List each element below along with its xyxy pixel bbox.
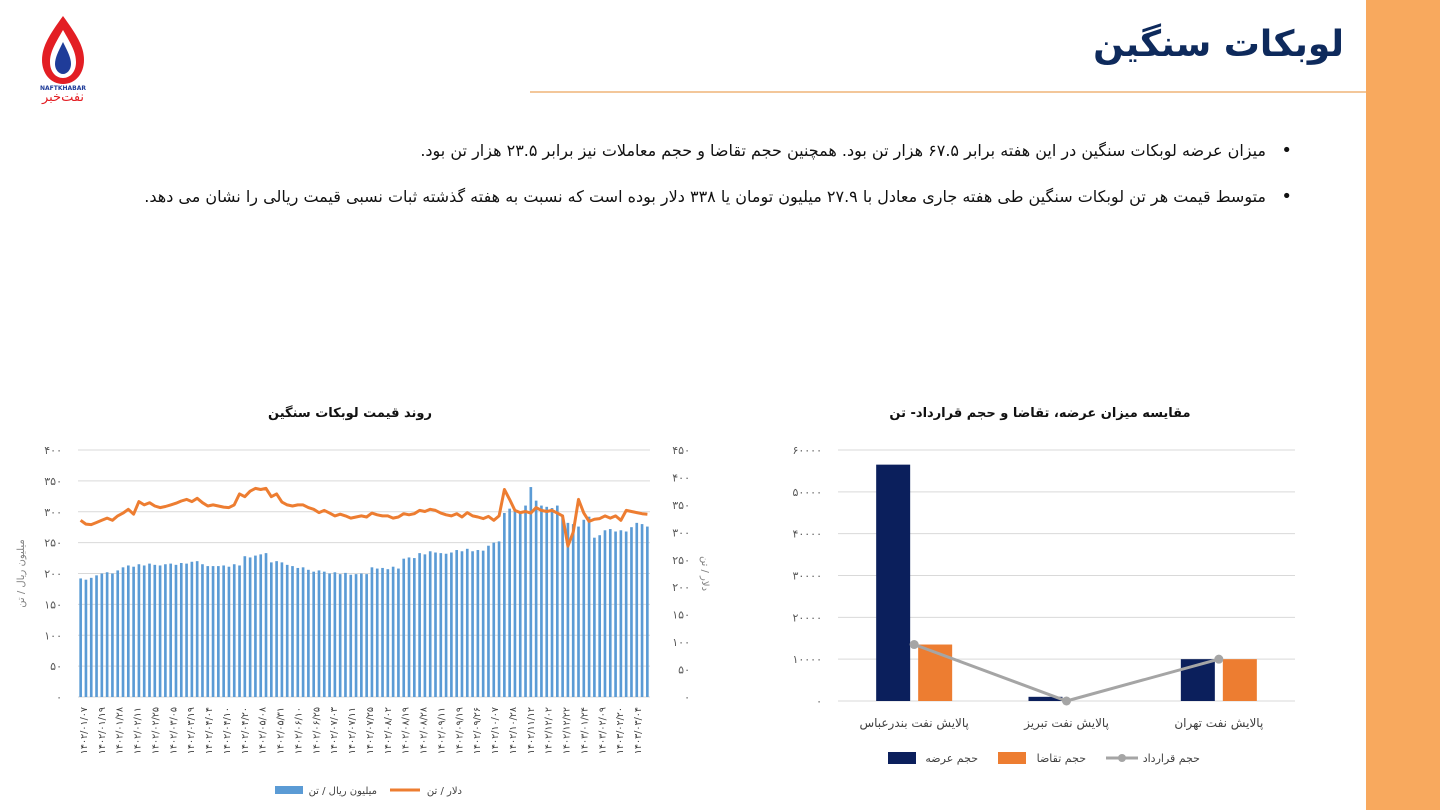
price-bar: [349, 575, 352, 697]
bullet-list: [132, 128, 1292, 220]
price-bar: [328, 574, 331, 698]
price-bar: [238, 565, 241, 697]
price-y2-tick: ۴۵۰: [672, 444, 690, 457]
price-x-tick: ۱۴۰۲/۰۱/۲۸: [114, 707, 126, 755]
accent-side-bar: [1366, 0, 1440, 810]
legend-contract-label: حجم قرارداد: [1142, 752, 1200, 765]
price-bar: [196, 561, 199, 697]
price-x-tick: ۱۴۰۳/۰۲/۲۰: [615, 707, 627, 755]
price-bar: [323, 572, 326, 697]
price-x-tick: ۱۴۰۲/۰۵/۳۱: [275, 707, 287, 755]
logo-text: نفت‌خبر: [41, 90, 85, 105]
volume-y-tick: ۵۰۰۰۰: [792, 485, 822, 499]
price-bar: [228, 567, 231, 697]
price-bar: [514, 511, 517, 697]
price-y2-tick: ۱۵۰: [672, 608, 690, 622]
price-bar: [143, 565, 146, 697]
price-y-tick: ۴۰۰: [44, 444, 62, 457]
price-y2-tick: ۵۰: [678, 663, 690, 677]
price-bar: [556, 506, 559, 697]
naftkhabar-logo: [28, 12, 98, 105]
price-y2-axis-label: دلار / تن: [699, 555, 710, 592]
price-bar: [561, 515, 564, 697]
price-bar: [360, 574, 363, 698]
page-title: لوبکات سنگین: [1093, 24, 1344, 65]
price-bar: [439, 553, 442, 697]
price-bar: [572, 524, 575, 697]
price-bar: [275, 561, 278, 697]
legend-demand-swatch: [998, 752, 1026, 764]
price-bar: [588, 517, 591, 697]
bullet-price: • متوسط قیمت هر تن لوبکات سنگین طی هفته جاری معادل با ۲۷.۹ میلیون تومان یا ۳۳۸ دلار بوده است که نسبت به هفته گذشته ثبات نسبی قیمت ریالی را نشان می دهد.: [132, 174, 1292, 220]
price-x-tick: ۱۴۰۲/۰۹/۱۹: [454, 707, 466, 755]
contract-line: [914, 645, 1219, 702]
price-chart-title: روند قیمت لوبکات سنگین: [268, 406, 432, 421]
price-bar: [567, 523, 570, 697]
price-bar: [614, 532, 617, 697]
price-bar: [318, 570, 321, 697]
price-y2-tick: ۳۰۰: [672, 526, 690, 540]
price-bar: [450, 553, 453, 697]
price-x-tick: ۱۴۰۲/۰۴/۱۰: [221, 707, 233, 755]
price-bar: [445, 554, 448, 697]
volume-y-tick: ۲۰۰۰۰: [792, 611, 822, 625]
price-bar: [466, 549, 469, 697]
price-bar: [503, 513, 506, 697]
price-bar: [249, 557, 252, 697]
price-x-tick: ۱۴۰۲/۰۴/۲۰: [239, 707, 251, 755]
contract-point: [910, 640, 919, 649]
price-bar: [206, 566, 209, 697]
price-bar: [302, 567, 305, 697]
price-y-tick: ۳۵۰: [44, 474, 62, 488]
price-x-tick: ۱۴۰۲/۰۶/۲۵: [311, 707, 323, 755]
price-bar: [122, 567, 125, 697]
price-x-tick: ۱۴۰۲/۰۲/۲۵: [150, 707, 162, 755]
price-bar: [222, 565, 225, 697]
price-bar: [477, 550, 480, 697]
price-y-tick: ۰: [56, 691, 62, 704]
price-bar: [408, 557, 411, 697]
price-bar: [191, 562, 194, 697]
price-bar: [164, 564, 167, 697]
price-bar: [254, 556, 257, 697]
price-bar: [582, 520, 585, 697]
price-bar: [371, 567, 374, 697]
price-bar: [212, 566, 215, 697]
price-x-tick: ۱۴۰۳/۰۳/۰۴: [633, 707, 645, 755]
contract-point: [1214, 655, 1223, 664]
price-bar: [482, 551, 485, 697]
legend-contract-marker: [1118, 754, 1126, 762]
legend-rial-label: میلیون ریال / تن: [308, 786, 377, 797]
price-bar: [551, 508, 554, 697]
price-bar: [217, 566, 220, 697]
price-x-tick: ۱۴۰۲/۱۰/۰۷: [490, 707, 502, 755]
volume-category-label: پالایش نفت بندرعباس: [859, 716, 969, 730]
price-x-tick: ۱۴۰۲/۰۲/۱۱: [132, 707, 144, 755]
price-x-tick: ۱۴۰۲/۰۳/۰۵: [168, 707, 180, 755]
price-x-tick: ۱۴۰۲/۰۸/۲۸: [418, 707, 430, 755]
price-bar: [392, 567, 395, 697]
price-bar: [604, 530, 607, 697]
price-x-tick: ۱۴۰۲/۰۱/۰۷: [78, 707, 90, 755]
price-bar: [641, 524, 644, 697]
price-y-tick: ۳۰۰: [44, 505, 62, 519]
price-bar: [577, 527, 580, 697]
price-bar: [498, 541, 501, 697]
supply-bar: [876, 465, 910, 701]
price-bar: [334, 572, 337, 697]
price-bar: [598, 535, 601, 697]
price-bar: [492, 543, 495, 697]
price-y2-tick: ۴۰۰: [672, 471, 690, 485]
volume-chart-title: مقایسه میزان عرضه، تقاضا و حجم قرارداد- تن: [889, 406, 1191, 421]
price-bar: [434, 553, 437, 697]
price-bar: [413, 558, 416, 697]
price-bar: [365, 574, 368, 697]
price-x-tick: ۱۴۰۲/۱۲/۲۲: [561, 707, 573, 755]
title-divider: [530, 91, 1366, 93]
price-bar: [270, 562, 273, 697]
price-bar: [646, 527, 649, 697]
price-bar: [508, 509, 511, 697]
price-bar: [593, 538, 596, 697]
price-bar: [116, 570, 119, 697]
price-bar: [286, 565, 289, 697]
price-bar: [259, 554, 262, 697]
price-bar: [625, 532, 628, 697]
price-y-tick: ۱۰۰: [44, 629, 62, 643]
legend-supply-swatch: [888, 752, 916, 764]
price-y2-tick: ۲۵۰: [672, 553, 690, 567]
legend-rial-swatch: [275, 786, 303, 794]
volume-comparison-chart: [760, 390, 1320, 810]
price-y2-tick: ۲۰۰: [672, 581, 690, 595]
price-bar: [281, 562, 284, 697]
price-bar: [609, 529, 612, 697]
price-x-tick: ۱۴۰۳/۰۲/۰۹: [597, 707, 609, 755]
price-bar: [487, 546, 490, 697]
demand-bar: [1223, 659, 1257, 701]
price-bar: [620, 530, 623, 697]
price-bar: [148, 564, 151, 697]
price-x-tick: ۱۴۰۲/۰۸/۰۲: [382, 707, 394, 755]
price-y2-tick: ۰: [684, 691, 690, 704]
price-bar: [524, 506, 527, 697]
legend-supply-label: حجم عرضه: [925, 752, 978, 765]
price-bar: [402, 559, 405, 697]
price-x-tick: ۱۴۰۲/۰۳/۱۹: [186, 707, 198, 755]
price-bar: [127, 565, 130, 697]
price-bar: [381, 568, 384, 697]
price-bar: [201, 564, 204, 697]
price-bar: [519, 512, 522, 697]
price-bar: [530, 487, 533, 697]
price-x-tick: ۱۴۰۲/۰۷/۱۱: [347, 707, 359, 755]
price-x-tick: ۱۴۰۲/۰۷/۲۵: [364, 707, 376, 755]
price-bar: [95, 575, 98, 697]
price-x-tick: ۱۴۰۲/۰۹/۲۶: [472, 707, 484, 755]
price-bar: [180, 563, 183, 697]
price-bar: [296, 568, 299, 697]
price-bar: [424, 554, 427, 697]
price-trend-chart: [0, 390, 710, 810]
price-x-tick: ۱۴۰۲/۰۷/۰۳: [329, 707, 341, 755]
legend-usd-label: دلار / تن: [426, 786, 462, 797]
price-bar: [540, 506, 543, 697]
price-bar: [339, 574, 342, 697]
volume-y-tick: ۴۰۰۰۰: [792, 527, 822, 541]
volume-category-label: پالایش نفت تهران: [1174, 716, 1264, 730]
price-bar: [307, 570, 310, 697]
price-bar: [106, 572, 109, 697]
price-y2-tick: ۳۵۰: [672, 498, 690, 512]
price-x-tick: ۱۴۰۲/۰۵/۰۸: [257, 707, 269, 755]
price-bar: [233, 564, 236, 697]
price-bar: [265, 553, 268, 697]
price-bar: [185, 564, 188, 697]
price-bar: [312, 572, 315, 697]
price-bar: [418, 553, 421, 697]
price-bar: [397, 569, 400, 697]
price-x-tick: ۱۴۰۲/۰۱/۱۹: [96, 707, 108, 755]
price-bar: [79, 578, 82, 697]
price-x-tick: ۱۴۰۲/۱۲/۰۲: [543, 707, 555, 755]
price-bar: [355, 574, 358, 697]
price-x-tick: ۱۴۰۳/۰۱/۲۴: [579, 707, 591, 755]
logo-latin: NAFTKHABAR: [39, 85, 87, 92]
bullet-supply: • میزان عرضه لوبکات سنگین در این هفته برابر ۶۷.۵ هزار تن بود. همچنین حجم تقاضا و حجم معاملات نیز برابر ۲۳.۵ هزار تن بود.: [132, 128, 1292, 174]
price-bar: [291, 566, 294, 697]
price-bar: [535, 501, 538, 697]
price-bar: [244, 556, 247, 697]
price-y-tick: ۵۰: [50, 660, 62, 674]
price-bar: [471, 551, 474, 697]
price-x-tick: ۱۴۰۲/۰۶/۱۰: [293, 707, 305, 755]
legend-demand-label: حجم تقاضا: [1036, 752, 1086, 765]
price-bar: [85, 580, 88, 697]
price-bar: [344, 573, 347, 697]
volume-category-label: پالایش نفت تبریز: [1024, 716, 1109, 730]
price-bar: [387, 569, 390, 697]
price-y-axis-label: میلیون ریال / تن: [16, 539, 27, 608]
contract-point: [1062, 697, 1071, 706]
price-bar: [461, 551, 464, 697]
volume-y-tick: ۶۰۰۰۰: [792, 444, 822, 457]
price-y-tick: ۲۰۰: [44, 567, 62, 581]
price-x-tick: ۱۴۰۲/۰۹/۱۱: [436, 707, 448, 755]
price-x-tick: ۱۴۰۲/۱۱/۱۲: [525, 707, 537, 755]
price-bar: [101, 574, 104, 698]
price-bar: [138, 564, 141, 697]
price-bar: [455, 550, 458, 697]
price-y2-tick: ۱۰۰: [672, 636, 690, 650]
price-bar: [111, 574, 114, 698]
price-x-tick: ۱۴۰۲/۱۰/۲۸: [507, 707, 519, 755]
price-bar: [376, 569, 379, 697]
price-bar: [635, 523, 638, 697]
price-bar: [429, 551, 432, 697]
price-bar: [132, 567, 135, 697]
price-x-tick: ۱۴۰۲/۰۸/۱۹: [400, 707, 412, 755]
price-x-tick: ۱۴۰۲/۰۴/۰۴: [204, 707, 216, 755]
volume-y-tick: ۰: [816, 695, 822, 708]
price-bar: [169, 564, 172, 697]
price-bar: [153, 565, 156, 697]
price-bar: [545, 507, 548, 697]
price-bar: [159, 565, 162, 697]
volume-y-tick: ۱۰۰۰۰: [792, 653, 822, 667]
price-bar: [630, 527, 633, 697]
price-y-tick: ۱۵۰: [44, 598, 62, 612]
price-y-tick: ۲۵۰: [44, 536, 62, 550]
volume-y-tick: ۳۰۰۰۰: [792, 569, 822, 583]
price-bar: [175, 565, 178, 697]
price-bar: [90, 578, 93, 697]
